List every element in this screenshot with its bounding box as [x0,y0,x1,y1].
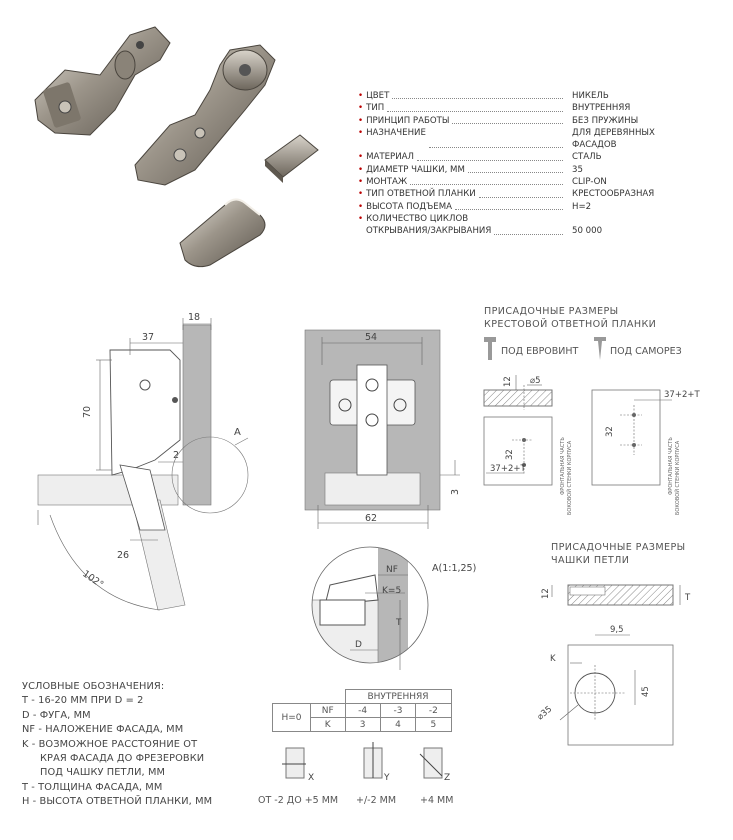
legend-line: T - 16-20 ММ ПРИ D = 2 [22,695,144,707]
spec-row [358,164,688,176]
front-part-a: ФРОНТАЛЬНАЯ ЧАСТЬ [560,437,566,495]
bullet: • [358,189,364,200]
table-h: H=0 [273,704,311,732]
dim-18: 18 [188,312,201,323]
dim-70: 70 [82,405,93,418]
plate-dim-32b: 32 [605,426,615,437]
spec-value: 50 000 [572,226,603,237]
spec-name: ВЫСОТА ПОДЪЕМА [366,201,452,212]
hinge-arm-outline [110,350,180,475]
detail-k5: K=5 [382,586,402,596]
spec-value: НИКЕЛЬ [572,91,609,101]
bullet: • [358,213,364,224]
side-section-drawing [20,300,290,620]
spec-name: ТИП [366,103,385,114]
product-photo [20,15,350,280]
plate-dim-37b: 37+2+T [664,390,700,400]
screw-icon [594,337,606,361]
spec-value: 35 [572,164,583,175]
spec-value: ВНУТРЕННЯЯ [572,103,631,114]
bullet: • [358,177,364,188]
spec-value: H=2 [572,201,592,212]
detail-d: D [355,640,362,650]
screw-label: ПОД САМОРЕЗ [610,346,682,357]
cabinet-wall [183,325,211,505]
spec-value: БЕЗ ПРУЖИНЫ [572,115,639,126]
table-k-1: 3 [345,718,380,732]
adjust-y-letter: Y [384,773,390,783]
table-k-3: 5 [416,718,451,732]
spec-name: МОНТАЖ [366,177,408,188]
spec-value: КРЕСТООБРАЗНАЯ [572,189,655,200]
spec-value: ДЛЯ ДЕРЕВЯННЫХ [572,127,655,138]
dim-2: 2 [173,450,180,461]
table-k: K [311,718,346,732]
table-nf-3: -2 [416,704,451,718]
legend-line: NF - НАЛОЖЕНИЕ ФАСАДА, ММ [22,724,184,736]
plate-dim-32a: 32 [505,449,515,460]
cup-title-line2: ЧАШКИ ПЕТЛИ [551,555,630,566]
spec-row [358,201,688,213]
adjust-z-letter: Z [444,773,451,783]
hinge-right-image [135,45,275,185]
table-k-2: 4 [380,718,415,732]
spec-value: СТАЛЬ [572,152,602,163]
side-wall-b: БОКОВОЙ СТЕНКИ КОРПУСА [675,440,681,515]
plate-dim-37a: 37+2+T [490,464,526,474]
legend-line: ПОД ЧАШКУ ПЕТЛИ, ММ [40,767,166,779]
adjust-x-letter: X [308,773,315,783]
spec-value: CLIP-ON [572,177,607,188]
dim-3: 3 [450,488,461,495]
table-nf-1: -4 [345,704,380,718]
spec-name: МАТЕРИАЛ [366,152,415,163]
spec-name: КОЛИЧЕСТВО ЦИКЛОВ [366,213,469,224]
detail-scale-label: A(1:1,25) [432,563,477,574]
legend-line: КРАЯ ФАСАДА ДО ФРЕЗЕРОВКИ [40,753,205,765]
dim-54: 54 [365,332,378,343]
legend-line: K - ВОЗМОЖНОЕ РАССТОЯНИЕ ОТ [22,738,198,750]
adjust-z-icon [418,740,458,785]
eurobolt-icon [484,337,496,361]
spec-name: НАЗНАЧЕНИЕ [366,127,426,138]
front-part-b: ФРОНТАЛЬНАЯ ЧАСТЬ [668,437,674,495]
bullet: • [358,127,364,138]
cup-dim-45: 45 [641,686,651,697]
cup-section-title [551,541,686,567]
spec-name: ДИАМЕТР ЧАШКИ, ММ [366,164,465,175]
plate-drill-drawing [472,365,732,525]
legend-line: H - ВЫСОТА ОТВЕТНОЙ ПЛАНКИ, ММ [22,796,213,808]
spec-name: ПРИНЦИП РАБОТЫ [366,115,450,126]
table-nf: NF [311,704,346,718]
bullet: • [358,152,364,163]
legend-line: УСЛОВНЫЕ ОБОЗНАЧЕНИЯ: [22,681,165,692]
spec-name-2: ОТКРЫВАНИЯ/ЗАКРЫВАНИЯ [366,226,492,237]
legend-line: D - ФУГА, ММ [22,709,91,721]
spec-row [358,102,688,114]
plate-dim-5: ⌀5 [530,376,541,386]
bullet: • [358,164,364,175]
legend-line: T - ТОЛЩИНА ФАСАДА, ММ [22,781,163,793]
plate-title-line1: ПРИСАДОЧНЫЕ РАЗМЕРЫ [484,306,619,317]
spec-row [358,127,688,152]
cup-drill-drawing [530,575,730,755]
spec-name: ТИП ОТВЕТНОЙ ПЛАНКИ [366,189,476,200]
detail-view-a [310,545,480,670]
dim-37: 37 [142,332,155,343]
legend [22,680,212,810]
spec-name: ЦВЕТ [366,91,390,101]
dim-62: 62 [365,513,378,524]
cup-title-line1: ПРИСАДОЧНЫЕ РАЗМЕРЫ [551,542,686,553]
bullet: • [358,103,364,114]
bullet: • [358,91,364,101]
cup-dim-12: 12 [541,588,551,599]
adjust-y-icon [358,740,398,785]
dim-26: 26 [117,550,130,561]
detail-label-a: A [234,427,241,438]
eurobolt-label: ПОД ЕВРОВИНТ [501,346,579,357]
cover-cap-image [180,199,265,266]
cup-dim-t: T [685,593,691,603]
cup-dim-k: K [550,654,556,664]
detail-t: T [396,618,402,628]
detail-nf: NF [386,565,398,575]
spec-row [358,213,688,238]
bullet: • [358,201,364,212]
front-view-drawing [300,325,470,535]
adjust-y-range: +/-2 ММ [356,795,397,806]
spec-row [358,188,688,200]
bullet: • [358,115,364,126]
spec-row [358,176,688,188]
mounting-plate-image [265,135,318,183]
adjust-z-range: +4 ММ [420,795,454,806]
cup-dim-35: ⌀35 [535,704,555,723]
height-table [272,689,452,732]
dim-angle: 102° [80,568,106,591]
side-wall-a: БОКОВОЙ СТЕНКИ КОРПУСА [567,440,573,515]
spec-list [358,90,688,238]
table-header: ВНУТРЕННЯЯ [345,690,451,704]
spec-row [358,115,688,127]
cup-dim-95: 9,5 [610,625,624,635]
plate-dim-12: 12 [503,376,513,387]
plate-title-line2: КРЕСТОВОЙ ОТВЕТНОЙ ПЛАНКИ [484,319,657,330]
spec-row [358,151,688,163]
hinge-left-image [35,27,170,135]
table-nf-2: -3 [380,704,415,718]
adjust-x-icon [280,740,320,785]
adjust-x-range: ОТ -2 ДО +5 ММ [258,795,339,806]
spec-value-2: ФАСАДОВ [572,140,617,151]
plate-section-title [484,305,656,331]
spec-row [358,90,688,102]
